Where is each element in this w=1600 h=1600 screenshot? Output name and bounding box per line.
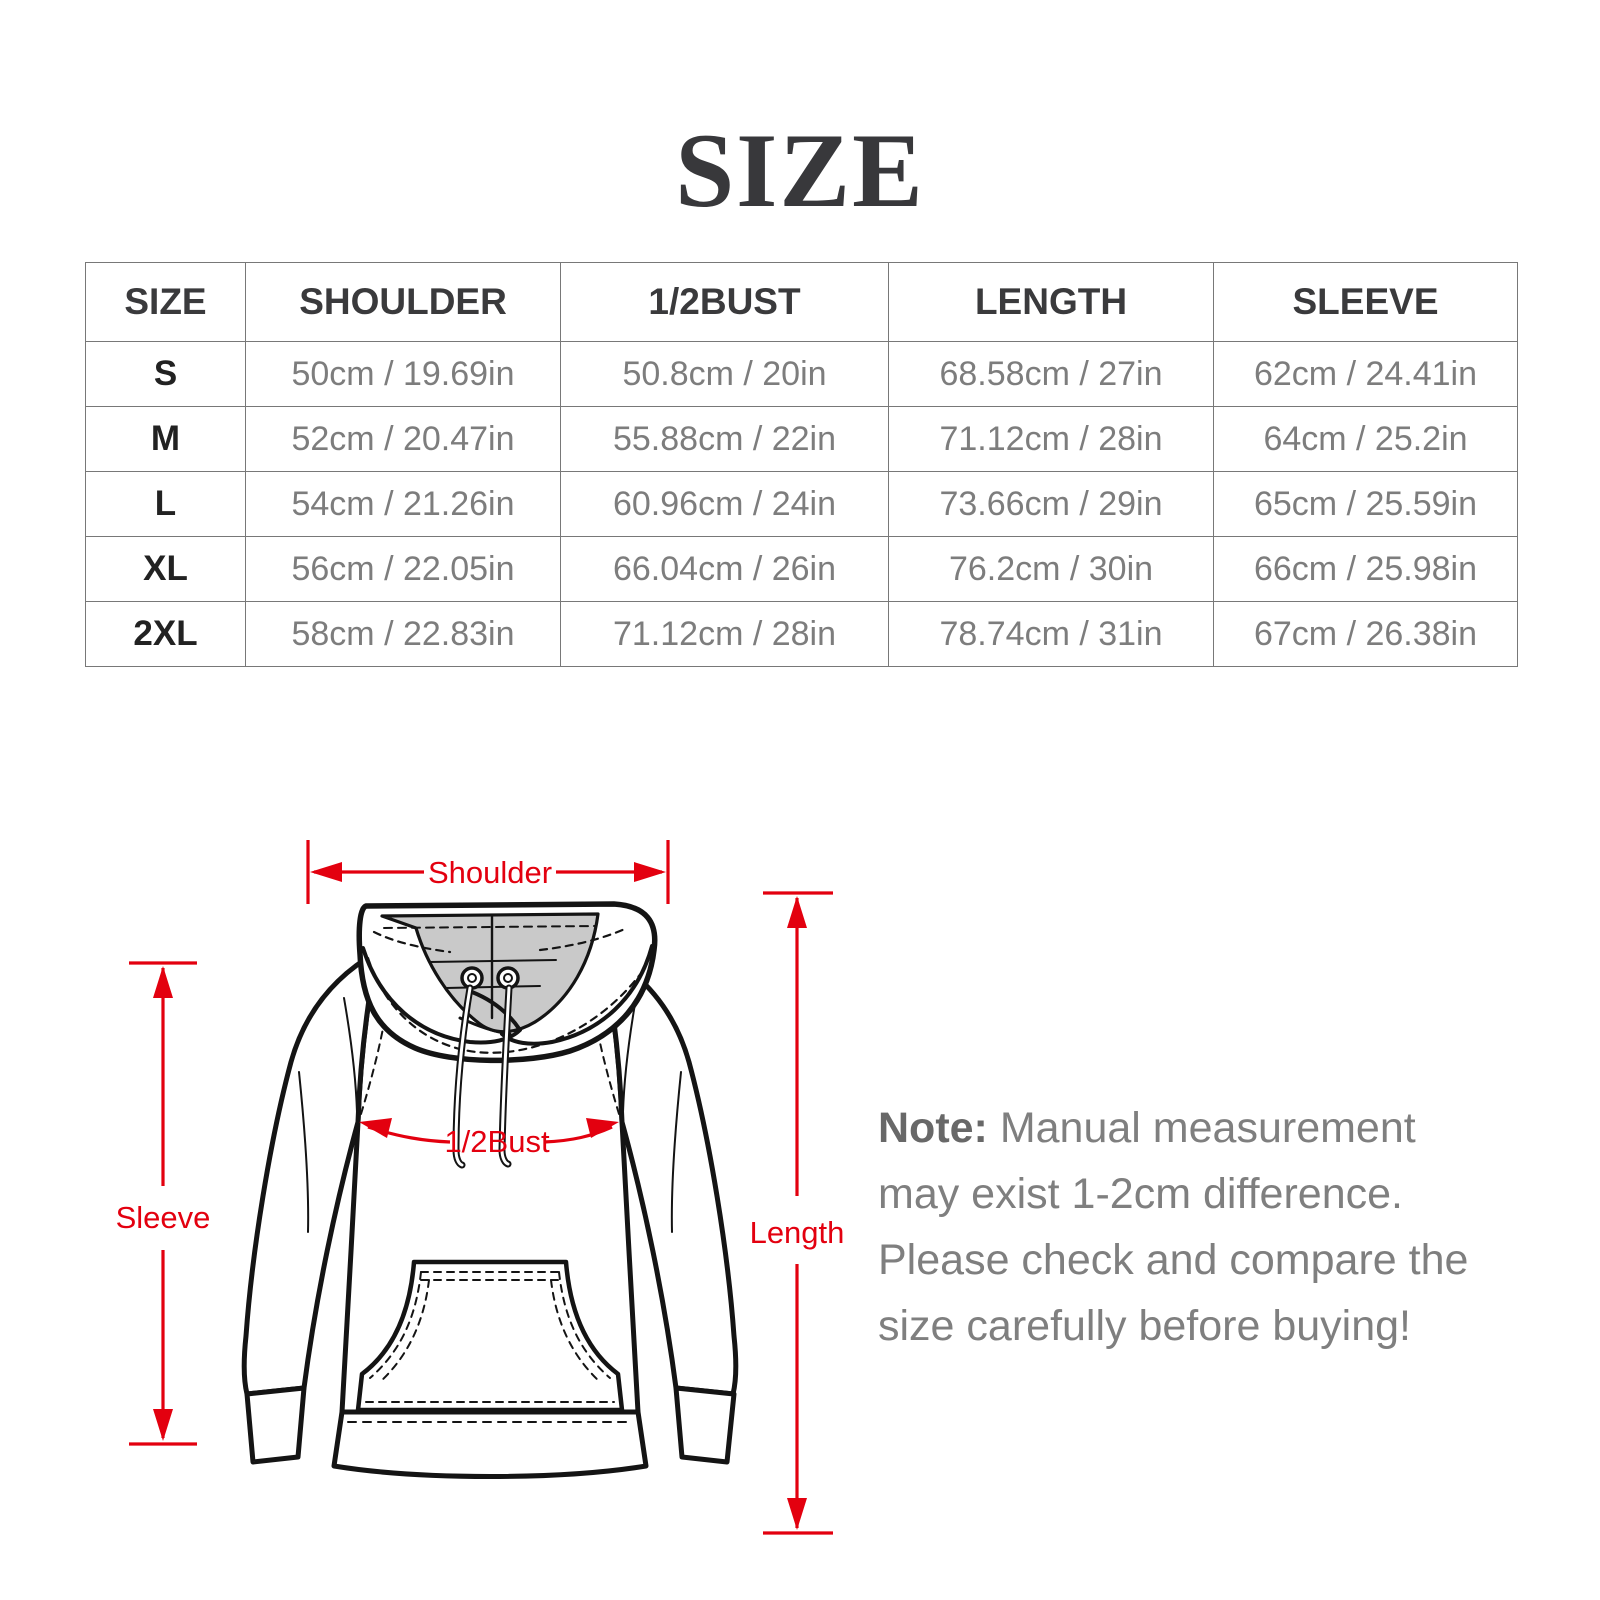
length-dimension (750, 893, 845, 1533)
shoulder-dimension (308, 840, 668, 904)
cell-sleeve: 67cm / 26.38in (1214, 602, 1518, 667)
cell-shoulder: 50cm / 19.69in (246, 342, 561, 407)
col-header-length: LENGTH (889, 263, 1214, 342)
cell-shoulder: 54cm / 21.26in (246, 472, 561, 537)
cell-size: S (86, 342, 246, 407)
hoodie-right-cuff (676, 1388, 734, 1462)
col-header-shoulder: SHOULDER (246, 263, 561, 342)
hoodie-drawing (244, 904, 736, 1477)
cell-halfbust: 60.96cm / 24in (561, 472, 889, 537)
half-bust-dimension-label: 1/2Bust (444, 1124, 550, 1159)
measurement-note (878, 1095, 1494, 1359)
cell-length: 71.12cm / 28in (889, 407, 1214, 472)
col-header-halfbust: 1/2BUST (561, 263, 889, 342)
cell-sleeve: 64cm / 25.2in (1214, 407, 1518, 472)
length-dimension-label: Length (749, 1215, 845, 1250)
page-title: SIZE (675, 112, 925, 229)
cell-halfbust: 66.04cm / 26in (561, 537, 889, 602)
cell-shoulder: 52cm / 20.47in (246, 407, 561, 472)
cell-length: 73.66cm / 29in (889, 472, 1214, 537)
cell-halfbust: 71.12cm / 28in (561, 602, 889, 667)
cell-shoulder: 56cm / 22.05in (246, 537, 561, 602)
cell-sleeve: 65cm / 25.59in (1214, 472, 1518, 537)
cell-size: M (86, 407, 246, 472)
cell-size: L (86, 472, 246, 537)
cell-sleeve: 62cm / 24.41in (1214, 342, 1518, 407)
col-header-sleeve: SLEEVE (1214, 263, 1518, 342)
cell-shoulder: 58cm / 22.83in (246, 602, 561, 667)
sleeve-dimension (116, 963, 211, 1444)
left-grommet (462, 968, 482, 988)
hoodie-left-cuff (247, 1388, 304, 1462)
cell-halfbust: 50.8cm / 20in (561, 342, 889, 407)
note-text: Manual measurement may exist 1-2cm difference. Please check and compare the size carefully before buying! (878, 1104, 1469, 1350)
sleeve-dimension-label: Sleeve (115, 1200, 211, 1235)
shoulder-dimension-label: Shoulder (427, 855, 553, 890)
cell-length: 78.74cm / 31in (889, 602, 1214, 667)
cell-length: 76.2cm / 30in (889, 537, 1214, 602)
note-label: Note: (878, 1104, 988, 1152)
cell-halfbust: 55.88cm / 22in (561, 407, 889, 472)
cell-size: XL (86, 537, 246, 602)
cell-sleeve: 66cm / 25.98in (1214, 537, 1518, 602)
cell-size: 2XL (86, 602, 246, 667)
col-header-size: SIZE (86, 263, 246, 342)
cell-length: 68.58cm / 27in (889, 342, 1214, 407)
